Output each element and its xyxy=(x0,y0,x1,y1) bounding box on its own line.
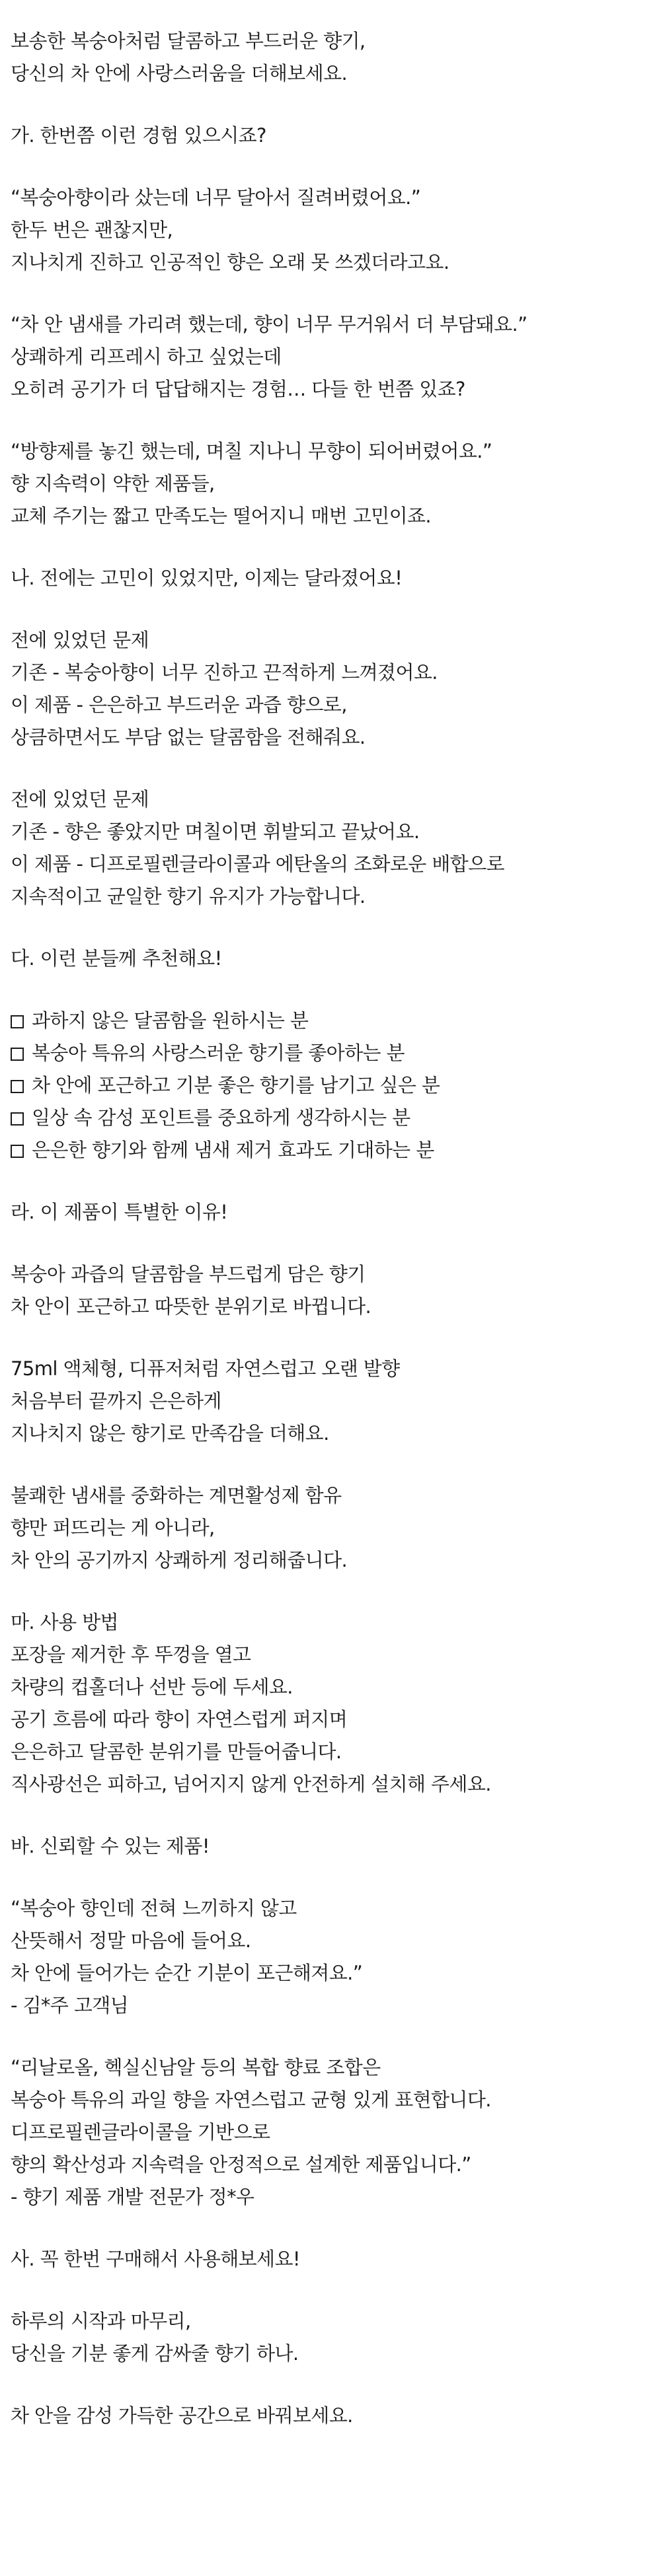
checklist-item xyxy=(11,1037,650,1069)
problem-line: 상큼하면서도 부담 없는 달콤함을 전해줘요. xyxy=(11,726,366,748)
problem-line: 전에 있었던 문제 xyxy=(11,788,149,810)
section-heading: 사. 꼭 한번 구매해서 사용해보세요! xyxy=(11,2248,300,2270)
checkbox-icon xyxy=(11,1080,24,1093)
usage-line: 포장을 제거한 후 뚜껑을 열고 xyxy=(11,1643,251,1666)
problem-line: 기존 - 향은 좋았지만 며칠이면 휘발되고 끝났어요. xyxy=(11,820,420,843)
complaint-quote-2 xyxy=(11,308,650,406)
section-heading: 나. 전에는 고민이 있었지만, 이제는 달라졌어요! xyxy=(11,567,403,589)
closing-line: 당신을 기분 좋게 감싸줄 향기 하나. xyxy=(11,2342,299,2365)
feature-line: 향만 퍼뜨리는 게 아니라, xyxy=(11,1517,215,1539)
review-line: “리날로올, 헥실신남알 등의 복합 향료 조합은 xyxy=(11,2056,381,2079)
quote-line: 지나치게 진하고 인공적인 향은 오래 못 쓰겠더라고요. xyxy=(11,251,449,273)
review-line: 산뜻해서 정말 마음에 들어요. xyxy=(11,1929,251,1952)
checkbox-icon xyxy=(11,1048,24,1061)
section-heading: 라. 이 제품이 특별한 이유! xyxy=(11,1201,228,1223)
section-na-heading xyxy=(11,562,650,594)
checklist-item-label: 은은한 향기와 함께 냄새 제거 효과도 기대하는 분 xyxy=(32,1139,434,1161)
intro-line: 보송한 복숭아처럼 달콤하고 부드러운 향기, xyxy=(11,30,366,52)
review-line: 복숭아 특유의 과일 향을 자연스럽고 균형 있게 표현합니다. xyxy=(11,2089,491,2111)
checklist-item-label: 차 안에 포근하고 기분 좋은 향기를 남기고 싶은 분 xyxy=(32,1074,440,1096)
closing-paragraph-2 xyxy=(11,2400,650,2432)
product-description xyxy=(11,25,650,2462)
customer-review xyxy=(11,1892,650,2022)
usage-line: 차량의 컵홀더나 선반 등에 두세요. xyxy=(11,1676,293,1698)
checklist-item xyxy=(11,1069,650,1102)
checklist-item-label: 일상 속 감성 포인트를 중요하게 생각하시는 분 xyxy=(32,1106,410,1129)
checkbox-icon xyxy=(11,1145,24,1158)
feature-line: 처음부터 끝까지 은은하게 xyxy=(11,1390,221,1412)
section-ga-heading xyxy=(11,120,650,152)
problem-line: 이 제품 - 디프로필렌글라이콜과 에탄올의 조화로운 배합으로 xyxy=(11,853,504,875)
checklist-item xyxy=(11,1102,650,1134)
quote-line: 한두 번은 괜찮지만, xyxy=(11,219,173,241)
section-heading: 가. 한번쯤 이런 경험 있으시죠? xyxy=(11,124,266,147)
review-line: “복숭아 향인데 전혀 느끼하지 않고 xyxy=(11,1897,297,1919)
expert-review xyxy=(11,2052,650,2213)
feature-line: 75ml 액체형, 디퓨저처럼 자연스럽고 오랜 발향 xyxy=(11,1357,400,1380)
intro-line: 당신의 차 안에 사랑스러움을 더해보세요. xyxy=(11,62,348,85)
closing-paragraph-1 xyxy=(11,2305,650,2370)
usage-line: 공기 흐름에 따라 향이 자연스럽게 퍼지며 xyxy=(11,1708,348,1731)
complaint-quote-1 xyxy=(11,182,650,279)
quote-line: 교체 주기는 짧고 만족도는 떨어지니 매번 고민이죠. xyxy=(11,505,432,527)
closing-line: 하루의 시작과 마무리, xyxy=(11,2310,191,2332)
section-heading: 다. 이런 분들께 추천해요! xyxy=(11,947,222,970)
usage-instructions xyxy=(11,1606,650,1801)
review-line: 향의 확산성과 지속력을 안정적으로 설계한 제품입니다.” xyxy=(11,2153,471,2176)
feature-line: 지나치지 않은 향기로 만족감을 더해요. xyxy=(11,1422,329,1445)
problem-line: 기존 - 복숭아향이 너무 진하고 끈적하게 느껴졌어요. xyxy=(11,661,438,684)
review-author: - 향기 제품 개발 전문가 정*우 xyxy=(11,2186,254,2208)
review-line: 차 안에 들어가는 순간 기분이 포근해져요.” xyxy=(11,1962,363,1984)
checklist-item xyxy=(11,1134,650,1166)
closing-line: 차 안을 감성 가득한 공간으로 바꿔보세요. xyxy=(11,2404,353,2427)
feature-line: 차 안의 공기까지 상쾌하게 정리해줍니다. xyxy=(11,1549,348,1571)
problem-line: 전에 있었던 문제 xyxy=(11,629,149,651)
problem-line: 지속적이고 균일한 향기 유지가 가능합니다. xyxy=(11,885,366,908)
feature-line: 차 안이 포근하고 따뜻한 분위기로 바뀝니다. xyxy=(11,1295,371,1318)
quote-line: “복숭아향이라 샀는데 너무 달아서 질려버렸어요.” xyxy=(11,186,421,209)
problem-comparison-1 xyxy=(11,624,650,754)
quote-line: 오히려 공기가 더 답답해지는 경험… 다들 한 번쯤 있죠? xyxy=(11,378,465,400)
checklist-item-label: 과하지 않은 달콤함을 원하시는 분 xyxy=(32,1009,309,1032)
feature-paragraph-2 xyxy=(11,1353,650,1450)
problem-line: 이 제품 - 은은하고 부드러운 과즙 향으로, xyxy=(11,694,347,716)
checkbox-icon xyxy=(11,1015,24,1028)
quote-line: 향 지속력이 약한 제품들, xyxy=(11,472,215,495)
feature-paragraph-3 xyxy=(11,1480,650,1577)
checkbox-icon xyxy=(11,1112,24,1126)
section-ra-heading xyxy=(11,1196,650,1229)
feature-paragraph-1 xyxy=(11,1258,650,1323)
quote-line: 상쾌하게 리프레시 하고 싶었는데 xyxy=(11,345,282,368)
feature-line: 복숭아 과즙의 달콤함을 부드럽게 담은 향기 xyxy=(11,1263,366,1285)
section-ba-heading xyxy=(11,1830,650,1863)
quote-line: “방향제를 놓긴 했는데, 며칠 지나니 무향이 되어버렸어요.” xyxy=(11,440,492,462)
section-sa-heading xyxy=(11,2243,650,2275)
intro-paragraph xyxy=(11,25,650,90)
review-author: - 김*주 고객님 xyxy=(11,1994,129,2017)
section-da-heading xyxy=(11,943,650,975)
section-heading: 바. 신뢰할 수 있는 제품! xyxy=(11,1835,210,1857)
problem-comparison-2 xyxy=(11,783,650,913)
checklist-item xyxy=(11,1005,650,1037)
checklist-item-label: 복숭아 특유의 사랑스러운 향기를 좋아하는 분 xyxy=(32,1042,405,1064)
section-heading: 마. 사용 방법 xyxy=(11,1611,118,1633)
quote-line: “차 안 냄새를 가리려 했는데, 향이 너무 무거워서 더 부담돼요.” xyxy=(11,313,527,336)
usage-line: 직사광선은 피하고, 넘어지지 않게 안전하게 설치해 주세요. xyxy=(11,1773,491,1795)
usage-line: 은은하고 달콤한 분위기를 만들어줍니다. xyxy=(11,1740,342,1763)
recommendation-checklist xyxy=(11,1005,650,1166)
feature-line: 불쾌한 냄새를 중화하는 계면활성제 함유 xyxy=(11,1484,342,1507)
complaint-quote-3 xyxy=(11,435,650,532)
review-line: 디프로필렌글라이콜을 기반으로 xyxy=(11,2121,270,2143)
